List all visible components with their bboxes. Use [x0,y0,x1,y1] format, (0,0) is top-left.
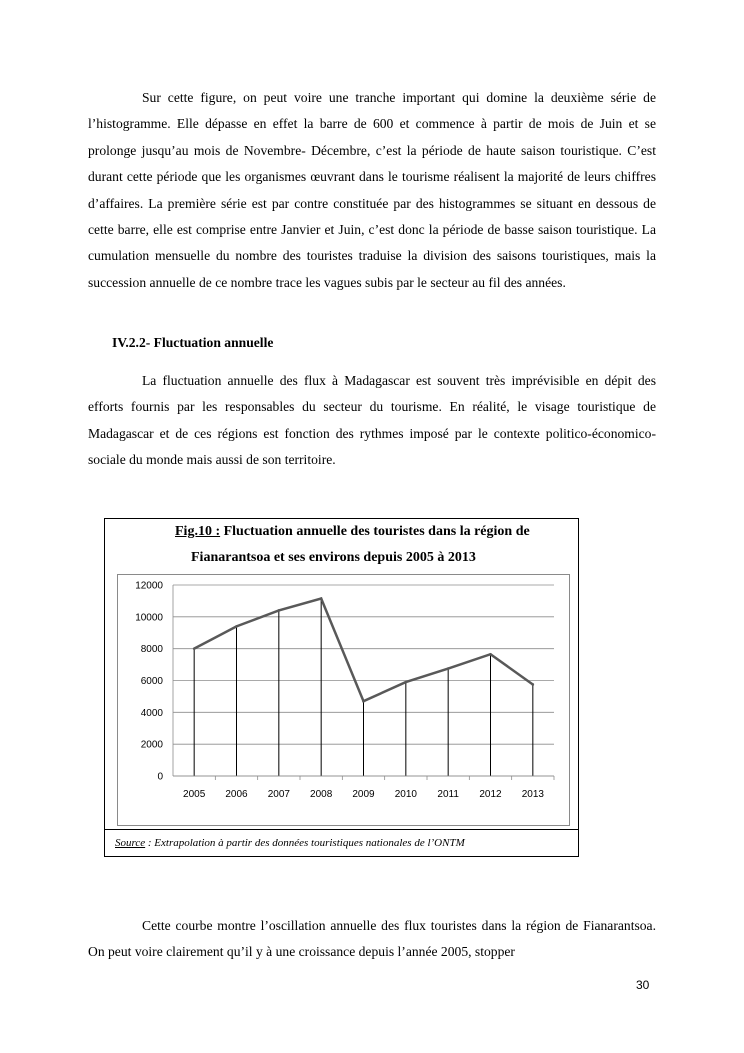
figure-title [105,519,578,571]
figure-title-line1: Fluctuation annuelle des touristes dans la région de [220,524,530,539]
y-tick-label: 10000 [135,612,163,624]
x-tick-label: 2012 [479,789,502,800]
x-tick-label: 2010 [394,789,417,800]
paragraph-2: La fluctuation annuelle des flux à Madagascar est souvent très imprévisible en dépit des efforts fournis par les responsables du secteur du tourisme. En réalité, le visage touristique de Madagascar et de ces régions est fonction des rythmes imposé par le contexte politico-économico-sociale du monde mais aussi de son territoire. [88,373,656,468]
source-label: Source [115,837,146,849]
source-text: : Extrapolation à partir des données touristiques nationales de l’ONTM [145,837,465,849]
data-point [193,647,196,650]
x-tick-label: 2009 [352,789,375,800]
data-point [362,700,365,703]
y-tick-label: 0 [157,771,163,783]
data-point [532,683,535,686]
section-heading: IV.2.2- Fluctuation annuelle [112,335,274,350]
paragraph-1: Sur cette figure, on peut voire une tranche important qui domine la deuxième série de l’histogramme. Elle dépasse en effet la barre de 600 et commence à partir de mois de Juin et se prolonge jusqu’au mois de Novembre- Décembre, c’est la période de haute saison touristique. C’est durant cette période que les organismes œuvrant dans le tourisme réalisent la majorité de leurs chiffres d’affaires. La première série est par contre constituée par des histogrammes se situant en dessous de cette barre, elle est comprise entre Janvier et Juin, c’est donc la période de basse saison touristique. La cumulation mensuelle du nombre des touristes traduise la division des saisons touristiques, mais la succession annuelle de ce nombre trace les vagues subis par le secteur au fil des années. [88,90,656,290]
data-point [278,609,281,612]
y-tick-label: 6000 [140,676,163,687]
x-tick-label: 2006 [225,789,248,800]
figure-title-line2: Fianarantsoa et ses environs depuis 2005 à 2013 [191,550,476,565]
data-point [235,625,238,628]
x-tick-label: 2011 [437,789,459,800]
y-tick-label: 4000 [140,707,163,719]
data-point [447,667,450,670]
y-tick-label: 12000 [135,580,163,592]
x-tick-label: 2007 [267,789,290,800]
y-tick-label: 2000 [140,739,163,751]
y-tick-label: 8000 [140,644,163,656]
data-point [405,681,408,684]
figure-label: Fig.10 : [175,524,221,539]
page-number: 30 [636,978,650,992]
x-tick-label: 2008 [310,789,333,800]
data-point [489,653,492,656]
figure-source [105,829,578,857]
series-line [194,599,533,702]
paragraph-3: Cette courbe montre l’oscillation annuelle des flux touristes dans la région de Fianarantsoa. On peut voire clairement qu’il y à une croissance depuis l’année 2005, stopper [88,918,656,960]
chart-frame [117,574,570,826]
data-point [320,597,323,600]
x-tick-label: 2013 [521,789,544,800]
figure-box [104,518,579,857]
line-chart [118,575,569,825]
x-tick-label: 2005 [183,789,206,800]
